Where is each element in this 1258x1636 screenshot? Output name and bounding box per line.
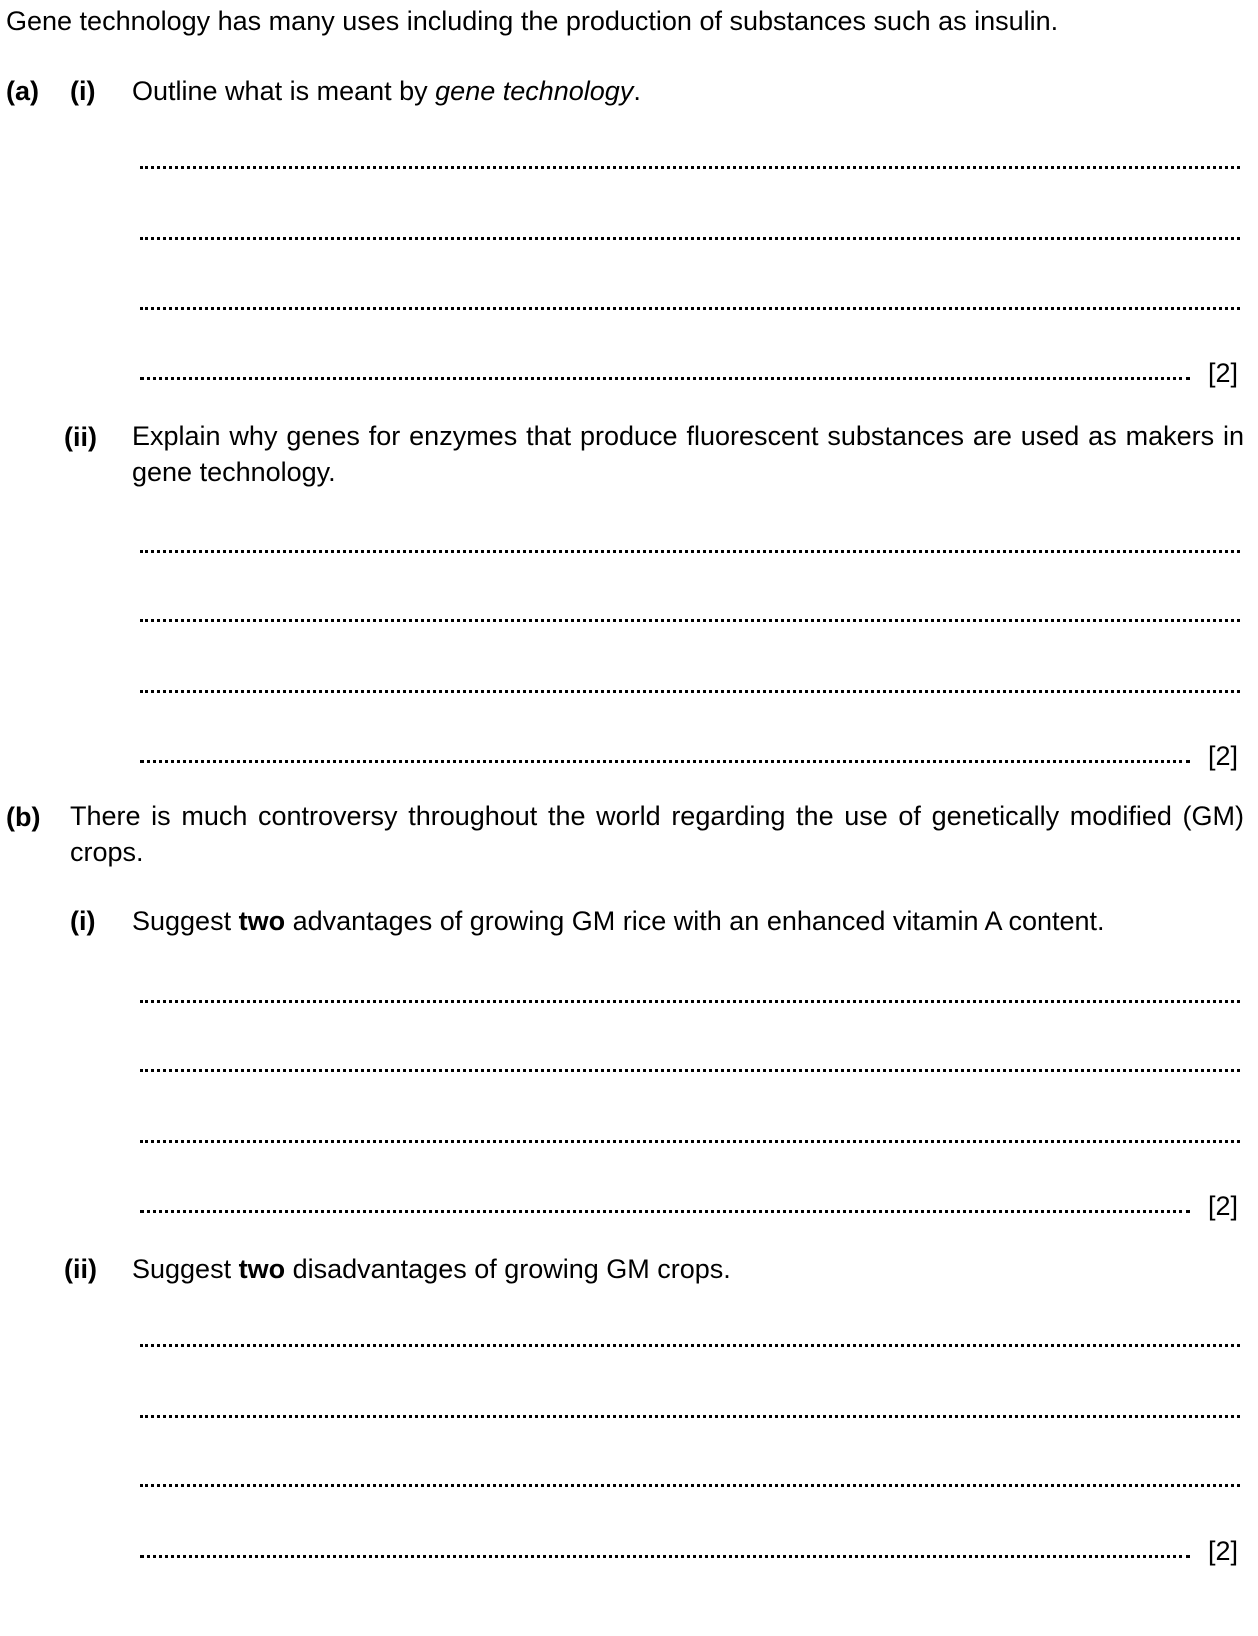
part-a-i-text-italic: gene technology xyxy=(435,76,634,106)
answer-line[interactable] xyxy=(140,237,1240,240)
answer-line[interactable] xyxy=(140,619,1240,622)
answer-line[interactable] xyxy=(140,690,1240,693)
part-b-ii-text-bold: two xyxy=(238,1254,286,1284)
part-a-i-question xyxy=(132,74,641,108)
answer-line[interactable] xyxy=(140,1484,1240,1487)
answer-line[interactable] xyxy=(140,377,1190,380)
part-a-label: (a) xyxy=(6,76,39,106)
answer-line[interactable] xyxy=(140,1210,1190,1213)
part-a-i-text-before: Outline what is meant by xyxy=(132,76,436,106)
answer-line[interactable] xyxy=(140,166,1240,169)
part-b-i-text-bold: two xyxy=(238,906,286,936)
part-b-i-question xyxy=(132,904,1105,938)
part-b-ii-text-before: Suggest xyxy=(132,1254,239,1284)
part-b-ii-question xyxy=(132,1252,731,1286)
part-b-i-text-before: Suggest xyxy=(132,906,239,936)
part-b-intro-text: There is much controversy throughout the world regarding the use of genetically modified (GM) crops. xyxy=(70,801,1244,867)
answer-line[interactable] xyxy=(140,307,1240,310)
intro-text: Gene technology has many uses including the production of substances such as insulin. xyxy=(6,6,1059,36)
part-b-i-label: (i) xyxy=(70,906,96,936)
part-b-ii-label: (ii) xyxy=(64,1254,97,1284)
part-a-ii-marks: [2] xyxy=(1208,741,1239,771)
part-a-i-label: (i) xyxy=(70,76,96,106)
part-b-i-marks: [2] xyxy=(1208,1191,1239,1221)
answer-line[interactable] xyxy=(140,1555,1190,1558)
part-b-i-text-after: advantages of growing GM rice with an enhanced vitamin A content. xyxy=(285,906,1105,936)
answer-line[interactable] xyxy=(140,1000,1240,1003)
part-a-i-text-after: . xyxy=(633,76,641,106)
answer-line[interactable] xyxy=(140,760,1190,763)
part-b-ii-text-after: disadvantages of growing GM crops. xyxy=(285,1254,731,1284)
part-a-ii-question: Explain why genes for enzymes that produce fluorescent substances are used as makers in gene technology. xyxy=(132,421,1244,487)
part-a-i-marks: [2] xyxy=(1208,358,1239,388)
answer-line[interactable] xyxy=(140,1415,1240,1418)
answer-line[interactable] xyxy=(140,1344,1240,1347)
part-b-ii-marks: [2] xyxy=(1208,1536,1239,1566)
part-a-ii-label: (ii) xyxy=(64,422,97,452)
part-b-label: (b) xyxy=(6,802,41,832)
answer-line[interactable] xyxy=(140,1140,1240,1143)
answer-line[interactable] xyxy=(140,550,1240,553)
answer-line[interactable] xyxy=(140,1069,1240,1072)
